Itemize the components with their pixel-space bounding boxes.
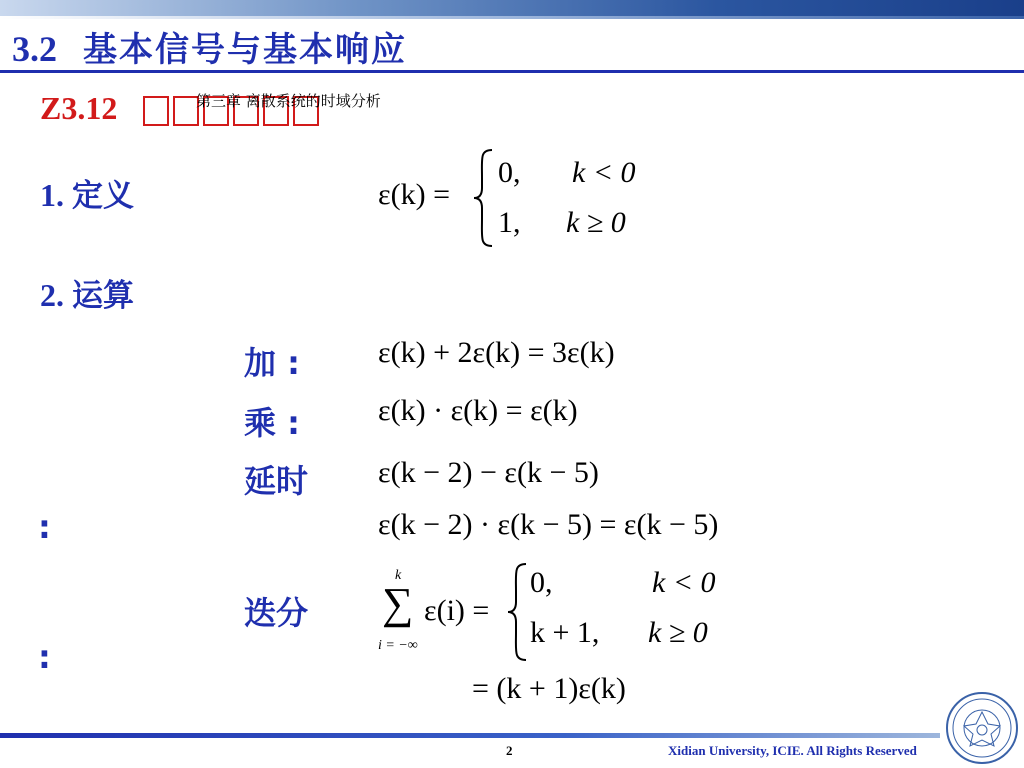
top-decorative-band bbox=[0, 0, 1024, 16]
footer-credit: Xidian University, ICIE. All Rights Reserved bbox=[668, 743, 917, 758]
sum-colon: : bbox=[38, 638, 51, 676]
definition-lhs: ε(k) = bbox=[378, 178, 450, 211]
operations-heading bbox=[40, 270, 134, 315]
sum-lhs: ε(i) = bbox=[424, 594, 490, 627]
operations-label: 运算 bbox=[72, 278, 134, 314]
sum-label: 迭分 bbox=[244, 594, 309, 632]
definition-number: 1. bbox=[40, 177, 64, 213]
mul-label: 乘 : bbox=[244, 404, 300, 442]
definition-case2-cond: k ≥ 0 bbox=[566, 206, 626, 239]
mul-formula: ε(k) · ε(k) = ε(k) bbox=[378, 394, 578, 427]
top-decorative-stripe bbox=[0, 16, 1024, 19]
header-title: 基本信号与基本响应 bbox=[83, 30, 407, 70]
sum-result: = (k + 1)ε(k) bbox=[472, 672, 626, 705]
chapter-note: 第三章 离散系统的时域分析 bbox=[196, 92, 381, 110]
page-number: 2 bbox=[506, 743, 513, 758]
add-label: 加 : bbox=[244, 344, 300, 382]
sum-case2-cond: k ≥ 0 bbox=[648, 616, 708, 649]
sum-symbol: ∑ bbox=[382, 579, 414, 628]
sum-case1-value: 0, bbox=[530, 566, 553, 599]
definition-case1-value: 0, bbox=[498, 156, 521, 189]
footer-divider bbox=[0, 733, 940, 738]
missing-glyph-box bbox=[143, 96, 169, 126]
definition-case1-cond: k < 0 bbox=[572, 156, 636, 189]
sum-upper-limit: k bbox=[395, 568, 402, 583]
delay-formula-2: ε(k − 2) · ε(k − 5) = ε(k − 5) bbox=[378, 508, 719, 541]
definition-label: 定义 bbox=[72, 178, 134, 214]
delay-formula-1: ε(k − 2) − ε(k − 5) bbox=[378, 456, 599, 489]
definition-heading bbox=[40, 170, 134, 215]
university-seal-icon bbox=[944, 690, 1020, 766]
add-formula: ε(k) + 2ε(k) = 3ε(k) bbox=[378, 336, 615, 369]
definition-brace bbox=[472, 148, 494, 248]
sum-case1-cond: k < 0 bbox=[652, 566, 716, 599]
header-number: 3.2 bbox=[12, 29, 57, 69]
slide-header bbox=[12, 22, 407, 70]
sum-case2-value: k + 1, bbox=[530, 616, 600, 649]
sum-lower-limit: i = −∞ bbox=[378, 638, 418, 653]
definition-case2-value: 1, bbox=[498, 206, 521, 239]
header-divider bbox=[0, 70, 1024, 73]
delay-label: 延时 bbox=[244, 462, 309, 500]
section-code: Z3.12 bbox=[40, 90, 118, 126]
sum-brace bbox=[506, 562, 528, 662]
delay-colon: : bbox=[38, 508, 51, 546]
operations-number: 2. bbox=[40, 277, 64, 313]
